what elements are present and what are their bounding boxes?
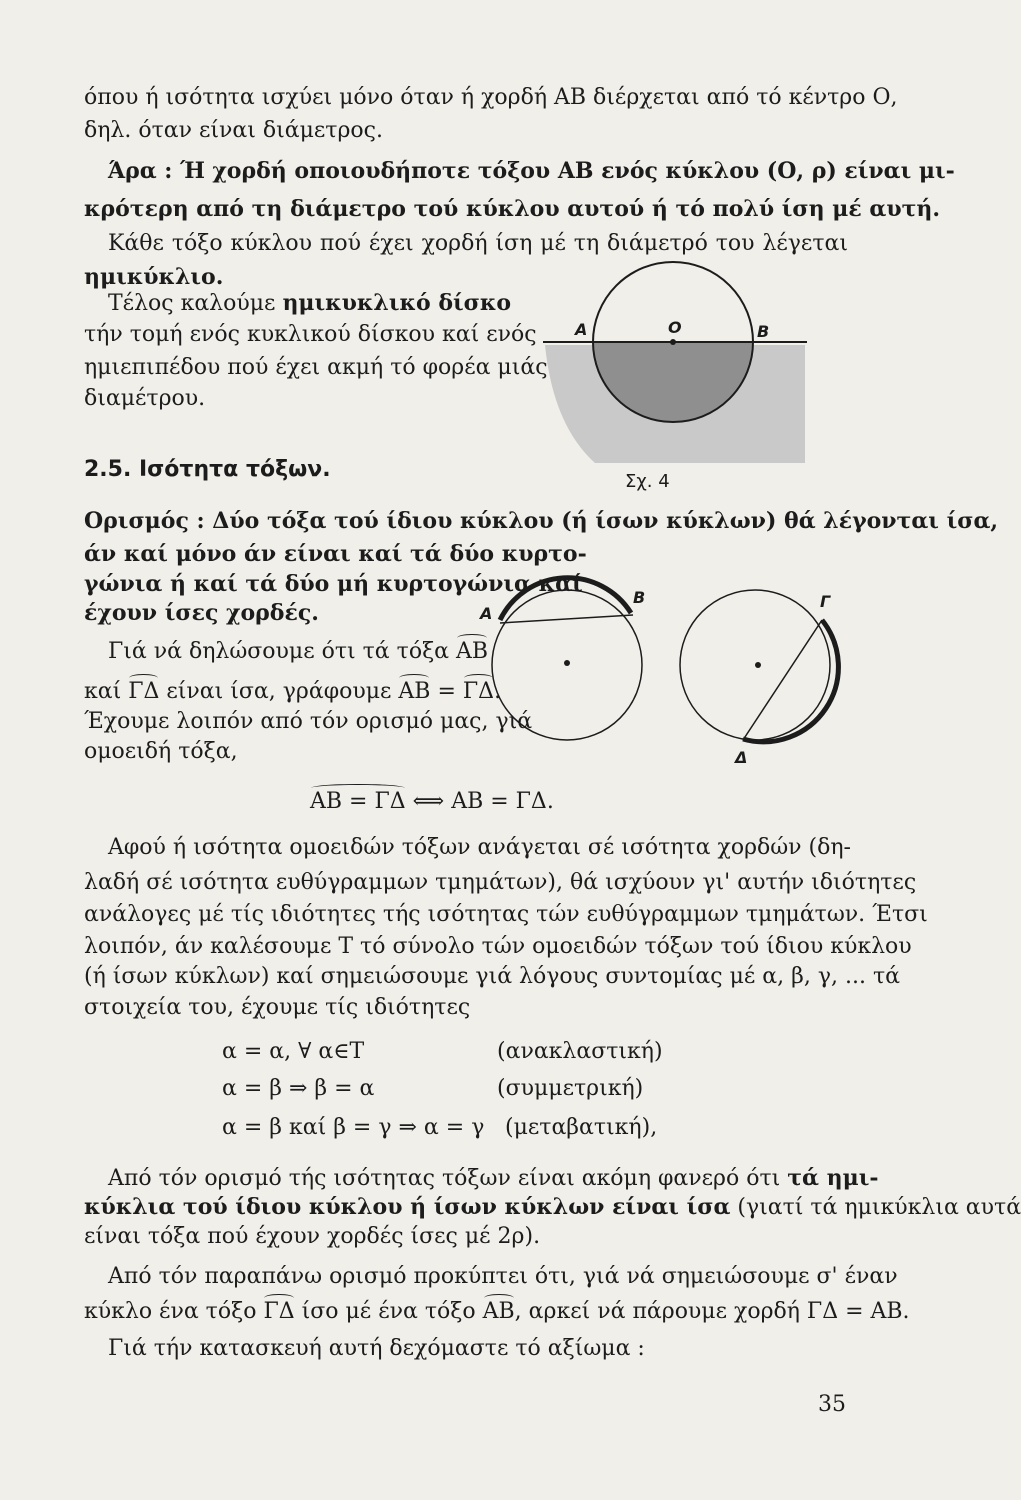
equals-sign: =: [430, 679, 463, 704]
text-line: ημικύκλιο.: [84, 264, 224, 290]
text-line: [84, 1297, 910, 1327]
text-line: Κάθε τόξο κύκλου πού έχει χορδή ίση μέ τη διάμετρό του λέγεται: [108, 231, 848, 256]
text-line: κρότερη από τη διάμετρο τού κύκλου αυτού ή τό πολύ ίση μέ αυτή.: [84, 196, 941, 222]
text-line: ημιεπιπέδου πού έχει ακμή τό φορέα μιάς: [84, 355, 548, 380]
center-right: [755, 662, 761, 668]
text-line: όπου ή ισότητα ισχύει μόνο όταν ή χορδή ΑΒ διέρχεται από τό κέντρο Ο,: [84, 85, 898, 110]
text-run: είναι ίσα, γράφουμε: [166, 679, 392, 704]
text-run-bold: κύκλια τού ίδιου κύκλου ή ίσων κύκλων είναι ίσα: [84, 1194, 731, 1220]
text-line: [108, 288, 511, 319]
label-b: Β: [757, 322, 770, 341]
figure-5: [470, 585, 850, 775]
text-line: Άρα : Ή χορδή οποιουδήποτε τόξου ΑΒ ενός κύκλου (Ο, ρ) είναι μι-: [108, 158, 955, 184]
arc-gd: ΓΔ: [463, 677, 494, 707]
text-line: ομοειδή τόξα,: [84, 739, 238, 764]
label-a: Α: [480, 604, 493, 623]
arc-gd: ΓΔ: [128, 677, 159, 707]
text-line: διαμέτρου.: [84, 386, 206, 411]
text-run-bold: τά ημι-: [787, 1165, 879, 1191]
arc-ab-highlight: [500, 578, 631, 620]
text-line: [108, 1163, 879, 1194]
text-run: κύκλο ένα τόξο: [84, 1299, 257, 1324]
text-run: , αρκεί νά πάρουμε χορδή ΓΔ = ΑΒ.: [514, 1299, 910, 1324]
text-run: Γιά νά δηλώσουμε ότι τά τόξα: [108, 639, 450, 664]
text-line: γώνια ή καί τά δύο μή κυρτογώνια καί: [84, 571, 583, 597]
figure-4: [535, 255, 820, 505]
text-line: δηλ. όταν είναι διάμετρος.: [84, 118, 383, 143]
text-line: (ή ίσων κύκλων) καί σημειώσουμε γιά λόγους συντομίας μέ α, β, γ, ... τά: [84, 964, 900, 989]
text-line: άν καί μόνο άν είναι καί τά δύο κυρτο-: [84, 541, 587, 567]
text-line: Ορισμός : Δύο τόξα τού ίδιου κύκλου (ή ίσων κύκλων) θά λέγονται ίσα,: [84, 508, 999, 534]
property-formula: α = β ⇒ β = α: [222, 1076, 375, 1101]
iff-arrow: ⟺: [412, 789, 445, 814]
property-formula: α = β καί β = γ ⇒ α = γ: [222, 1115, 485, 1140]
chord-gd: [743, 620, 822, 740]
property-formula: α = α, ∀ α∈Τ: [222, 1039, 365, 1064]
text-line: Γιά τήν κατασκευή αυτή δεχόμαστε τό αξίωμα :: [108, 1336, 645, 1361]
text-line: Από τόν παραπάνω ορισμό προκύπτει ότι, γιά νά σημειώσουμε σ' έναν: [108, 1264, 898, 1289]
center-left: [564, 660, 570, 666]
chord-equation-rhs: ΑΒ = ΓΔ.: [451, 789, 554, 814]
figure-caption: Σχ. 4: [625, 471, 670, 492]
label-b: Β: [633, 588, 646, 607]
text-run: καί: [84, 679, 122, 704]
text-line: Έχουμε λοιπόν από τόν ορισμό μας, γιά: [84, 709, 533, 734]
text-run: ίσο μέ ένα τόξο: [301, 1299, 476, 1324]
text-line: λαδή σέ ισότητα ευθύγραμμων τμημάτων), θά ισχύουν γι' αυτήν ιδιότητες: [84, 870, 917, 895]
arc-ab: ΑΒ: [483, 1297, 515, 1327]
property-name: (ανακλαστική): [497, 1039, 663, 1064]
label-a: Α: [575, 320, 588, 339]
equivalence-formula: [310, 787, 554, 817]
property-name: (μεταβατική),: [505, 1115, 658, 1140]
section-heading: 2.5. Ισότητα τόξων.: [84, 457, 331, 482]
text-line: Αφού ή ισότητα ομοειδών τόξων ανάγεται σέ ισότητα χορδών (δη-: [108, 835, 851, 860]
text-line: τήν τομή ενός κυκλικού δίσκου καί ενός: [84, 322, 537, 347]
page-number: 35: [818, 1392, 846, 1417]
text-line: έχουν ίσες χορδές.: [84, 600, 319, 626]
property-name: (συμμετρική): [497, 1076, 644, 1101]
arc-ab: ΑΒ: [456, 637, 488, 667]
label-d: Δ: [735, 748, 748, 767]
text-line: [108, 637, 488, 667]
arc-gd-highlight: [743, 620, 838, 742]
text-line: [84, 677, 501, 707]
text-line: στοιχεία του, έχουμε τίς ιδιότητες: [84, 995, 471, 1020]
text-line: λοιπόν, άν καλέσουμε Τ τό σύνολο τών ομοειδών τόξων τού ίδιου κύκλου: [84, 934, 912, 959]
label-o: Ο: [668, 318, 682, 337]
chord-ab: [500, 615, 633, 623]
arc-gd: ΓΔ: [263, 1297, 294, 1327]
text-run: (γιατί τά ημικύκλια αυτά: [730, 1195, 1021, 1220]
term-bold: ημικυκλικό δίσκο: [282, 290, 512, 316]
text-line: ανάλογες μέ τίς ιδιότητες τής ισότητας τών ευθύγραμμων τμημάτων. Έτσι: [84, 902, 928, 927]
label-g: Γ: [820, 592, 831, 611]
center-point: [670, 339, 676, 345]
text-run: Τέλος καλούμε: [108, 291, 283, 316]
text-run: Από τόν ορισμό τής ισότητας τόξων είναι ακόμη φανερό ότι: [108, 1166, 788, 1191]
period: .: [494, 679, 502, 704]
text-line: [84, 1192, 1021, 1223]
arc-ab: ΑΒ: [398, 677, 430, 707]
arc-equation-lhs: ΑΒ = ΓΔ: [310, 787, 406, 817]
text-line: είναι τόξα πού έχουν χορδές ίσες μέ 2ρ).: [84, 1224, 541, 1249]
